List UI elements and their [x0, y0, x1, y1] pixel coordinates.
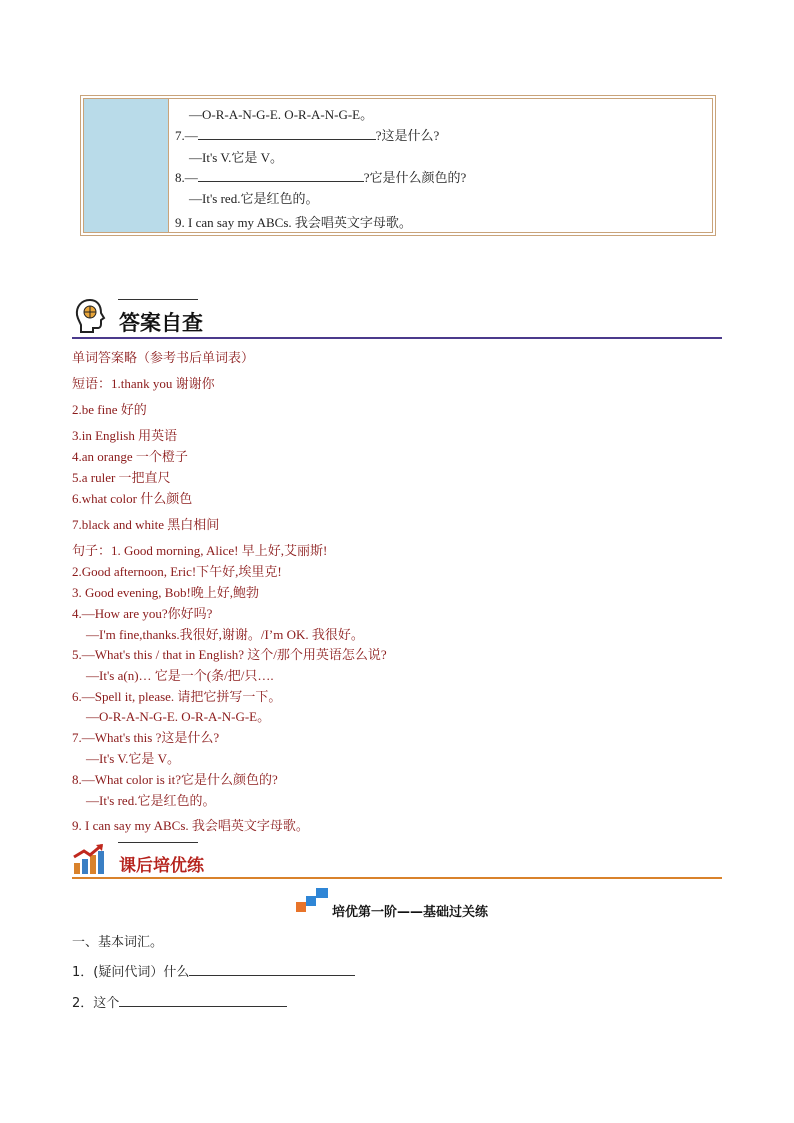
answer-line: 单词答案略（参考书后单词表） — [72, 350, 255, 365]
answer-line: 短语：1.thank you 谢谢你 — [72, 376, 215, 391]
stairs-icon — [296, 886, 330, 912]
vocab-answer-2-blank[interactable] — [119, 994, 287, 1007]
answer-line: 2.be fine 好的 — [72, 402, 147, 417]
exercise-table — [80, 95, 716, 236]
answer-line: —It's a(n)… 它是一个(条/把/只…. — [86, 668, 274, 683]
answer-line: 5.—What's this / that in English? 这个/那个用英语怎么说? — [72, 647, 387, 662]
q7-blank[interactable] — [198, 127, 376, 140]
vocab-question-1 — [72, 961, 355, 980]
practice-section-rule — [72, 877, 722, 879]
table-line-q8-answer: —It's red.它是红色的。 — [189, 191, 319, 206]
section-title-overline — [118, 299, 198, 300]
table-line-spell: —O-R-A-N-G-E. O-R-A-N-G-E。 — [189, 107, 374, 122]
answer-line: 5.a ruler 一把直尺 — [72, 470, 171, 485]
answer-line: 9. I can say my ABCs. 我会唱英文字母歌。 — [72, 818, 309, 833]
section-title-overline — [118, 842, 198, 843]
vocab-question-1-text: 1．(疑问代词）什么 — [72, 965, 190, 980]
answer-line: 7.black and white 黑白相间 — [72, 517, 220, 532]
q8-suffix: ?它是什么颜色的? — [363, 170, 467, 185]
answer-line: —It's red.它是红色的。 — [86, 793, 216, 808]
answer-line: 句子：1. Good morning, Alice! 早上好,艾丽斯! — [72, 543, 328, 558]
answer-line: —O-R-A-N-G-E. O-R-A-N-G-E。 — [86, 709, 271, 724]
answers-section-title: 答案自查 — [119, 311, 203, 335]
answer-line: 4.an orange 一个橙子 — [72, 449, 188, 464]
stage-title: 培优第一阶——基础过关练 — [332, 905, 489, 920]
table-content-cell — [169, 99, 712, 232]
answer-line: 8.—What color is it?它是什么颜色的? — [72, 772, 278, 787]
answer-line: 2.Good afternoon, Eric!下午好,埃里克! — [72, 564, 282, 579]
q7-prefix: 7.— — [175, 128, 198, 143]
vocab-question-2 — [72, 992, 287, 1011]
answer-line: 6.what color 什么颜色 — [72, 491, 193, 506]
table-line-q7-answer: —It's V.它是 V。 — [189, 150, 283, 165]
q8-blank[interactable] — [198, 169, 364, 182]
growth-chart-icon — [72, 843, 106, 875]
table-line-q8 — [175, 167, 466, 186]
answer-line: 6.—Spell it, please. 请把它拼写一下。 — [72, 689, 282, 704]
answer-line: 3.in English 用英语 — [72, 428, 178, 443]
table-line-q7 — [175, 125, 439, 144]
answer-line: 7.—What's this ?这是什么? — [72, 730, 220, 745]
q7-suffix: ?这是什么? — [375, 128, 440, 143]
table-line-q9: 9. I can say my ABCs. 我会唱英文字母歌。 — [175, 215, 412, 230]
vocab-heading: 一、基本词汇。 — [72, 935, 164, 950]
answer-line: 4.—How are you?你好吗? — [72, 606, 213, 621]
answer-line: —I'm fine,thanks.我很好,谢谢。/I’m OK. 我很好。 — [86, 627, 364, 642]
head-thinking-icon — [73, 298, 107, 334]
table-label-cell — [84, 99, 169, 232]
practice-section-title: 课后培优练 — [119, 856, 204, 876]
vocab-question-2-text: 2．这个 — [72, 996, 120, 1011]
exercise-table-inner — [83, 98, 713, 233]
q8-prefix: 8.— — [175, 170, 198, 185]
answer-line: 3. Good evening, Bob!晚上好,鲍勃 — [72, 585, 260, 600]
answers-section-rule — [72, 337, 722, 339]
answer-line: —It's V.它是 V。 — [86, 751, 180, 766]
vocab-answer-1-blank[interactable] — [189, 963, 355, 976]
